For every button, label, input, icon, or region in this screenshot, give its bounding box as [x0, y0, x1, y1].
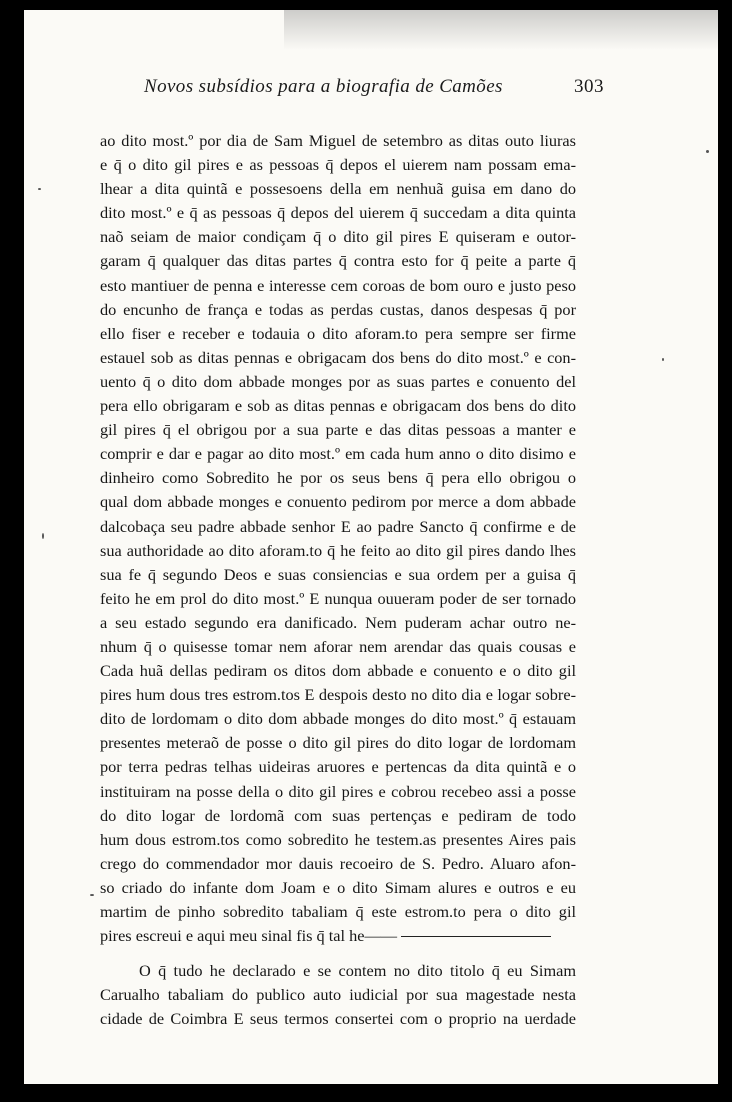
- text-line: naõ seiam de maior condiçam q̄ o dito gil pires E quiseram e outor-: [100, 227, 576, 247]
- text-line: garam q̄ qualquer das ditas partes q̄ contra esto for q̄ peite a parte q̄: [100, 251, 576, 271]
- text-line: e q̄ o dito gil pires e as pessoas q̄ depos el uierem nam possam ema-: [100, 155, 576, 175]
- text-line: dito de lordomam o dito dom abbade monges do dito most.º q̄ estauam: [100, 709, 576, 729]
- text-line: esto mantiuer de penna e interesse cem coroas de bom ouro e justo peso: [100, 275, 576, 295]
- text-line: comprir e dar e pagar ao dito most.º em cada hum anno o dito disimo e: [100, 444, 576, 464]
- text-line: a seu estado segundo era danificado. Nem puderam achar outro ne-: [100, 612, 576, 632]
- text-line: qual dom abbade monges e conuento pedirom por merce a dom abbade: [100, 492, 576, 512]
- text-line: cidade de Coimbra E seus termos consertei com o proprio na uerdade: [100, 1009, 576, 1029]
- paper-speck: [662, 358, 664, 361]
- text-line: O q̄ tudo he declarado e se contem no dito titolo q̄ eu Simam: [139, 961, 576, 981]
- text-line: feito he em prol do dito most.º E nunqua ouueram poder de ser tornado: [100, 588, 576, 608]
- text-line: uento q̄ o dito dom abbade monges por as suas partes e conuento del: [100, 371, 576, 391]
- text-line: presentes meteraõ de posse o dito gil pires do dito logar de lordomam: [100, 733, 576, 753]
- paper-speck: [38, 188, 41, 190]
- text-line: crego do commendador mor dauis recoeiro de S. Pedro. Aluaro afon-: [100, 853, 576, 873]
- text-line: instituiram na posse della o dito gil pires e cobrou recebeo assi a posse: [100, 781, 576, 801]
- text-line: dinheiro como Sobredito he por os seus bens q̄ pera ello obrigou o: [100, 468, 576, 488]
- text-line: Carualho tabaliam do publico auto iudicial por sua magestade nesta: [100, 985, 576, 1005]
- text-line: lhear a dita quintã e possesoens della em nenhuã guisa em dano do: [100, 179, 576, 199]
- text-line: sua fe q̄ segundo Deos e suas consiencias e sua ordem per a guisa q̄: [100, 564, 576, 584]
- text-line: ao dito most.º por dia de Sam Miguel de setembro as ditas outo liuras: [100, 131, 576, 150]
- paper-speck: [42, 533, 44, 539]
- text-line: so criado do infante dom Joam e o dito Simam alures e outros e eu: [100, 877, 576, 897]
- text-line-final: [100, 924, 576, 948]
- text-line: nhum q̄ o quisesse tomar nem aforar nem arendar das quais cousas e: [100, 636, 576, 656]
- signature-rule: [401, 936, 551, 937]
- text-line: estauel sob as ditas pennas e obrigacam dos bens do dito most.º e con-: [100, 347, 576, 367]
- book-page: [24, 10, 718, 1084]
- text-line: pires hum dous tres estrom.tos E despois desto no dito dia e logar sobre-: [100, 685, 576, 705]
- text-line: dito most.º e q̄ as pessoas q̄ depos del uierem q̄ succedam a dita quinta: [100, 203, 576, 223]
- text-line: dalcobaça seu padre abbade senhor E ao padre Sancto q̄ confirme e de: [100, 516, 576, 536]
- closing-text: pires escreui e aqui meu sinal fis q̄ tal he——: [100, 926, 398, 946]
- paragraph-1: [100, 129, 576, 948]
- body-text: [100, 129, 576, 1031]
- paper-speck: [706, 150, 709, 153]
- text-line: por terra pedras telhas uideiras aruores e pertencas da dita quintã e o: [100, 757, 576, 777]
- text-line: do dito logar de lordomã com suas pertenças e pediram de todo: [100, 805, 576, 825]
- running-title: Novos subsídios para a biografia de Camões: [144, 76, 503, 97]
- text-line: pera ello obrigaram e sob as ditas pennas e obrigacam dos bens do dito: [100, 396, 576, 416]
- page-number: 303: [574, 76, 604, 97]
- text-line: do encunho de frança e todas as perdas custas, danos despesas q̄ por: [100, 299, 576, 319]
- running-header: [144, 76, 604, 102]
- text-line: martim de pinho sobredito tabaliam q̄ este estrom.to pera o dito gil: [100, 902, 576, 921]
- text-line: sua authoridade ao dito aforam.to q̄ he feito ao dito gil pires dando lhes: [100, 540, 576, 560]
- text-line: gil pires q̄ el obrigou por a sua parte e das ditas pessoas a manter e: [100, 420, 576, 440]
- paragraph-2: [100, 959, 576, 1031]
- text-line: ello fiser e receber e todauia o dito aforam.to pera sempre ser firme: [100, 323, 576, 343]
- text-line: hum dous estrom.tos como sobredito he testem.as presentes Aires pais: [100, 829, 576, 849]
- paper-speck: [90, 894, 94, 896]
- text-line: Cada huã dellas pediram os ditos dom abbade e conuento e o dito gil: [100, 661, 576, 681]
